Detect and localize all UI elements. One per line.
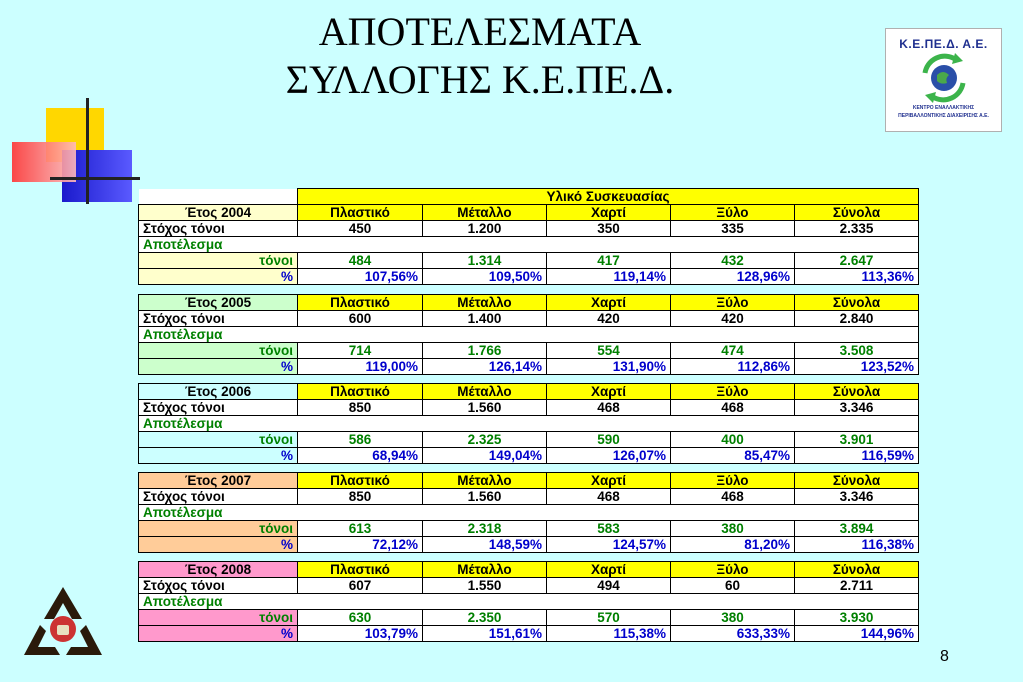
tons-cell: 3.894 [795, 521, 919, 537]
tons-cell: 2.350 [423, 610, 547, 626]
tons-label: τόνοι [139, 521, 298, 537]
tons-cell: 583 [547, 521, 671, 537]
target-cell: 468 [671, 400, 795, 416]
year-label: Έτος 2008 [139, 562, 298, 578]
percent-cell: 72,12% [298, 537, 423, 553]
results-table-2007 [138, 472, 919, 553]
tons-cell: 2.325 [423, 432, 547, 448]
results-table-2004 [138, 188, 919, 285]
percent-cell: 148,59% [423, 537, 547, 553]
target-label: Στόχος τόνοι [139, 489, 298, 505]
result-label: Αποτέλεσμα [139, 505, 298, 521]
target-cell: 494 [547, 578, 671, 594]
percent-cell: 115,38% [547, 626, 671, 642]
target-cell: 607 [298, 578, 423, 594]
target-cell: 2.711 [795, 578, 919, 594]
result-label: Αποτέλεσμα [139, 327, 298, 343]
target-cell: 3.346 [795, 489, 919, 505]
percent-cell: 113,36% [795, 269, 919, 285]
percent-cell: 68,94% [298, 448, 423, 464]
column-header: Μέταλλο [423, 295, 547, 311]
tons-label: τόνοι [139, 343, 298, 359]
percent-cell: 124,57% [547, 537, 671, 553]
results-table-2008 [138, 561, 919, 642]
percent-cell: 126,07% [547, 448, 671, 464]
percent-cell: 116,38% [795, 537, 919, 553]
target-cell: 450 [298, 221, 423, 237]
column-header: Σύνολα [795, 295, 919, 311]
target-cell: 335 [671, 221, 795, 237]
title-line-2: ΣΥΛΛΟΓΗΣ Κ.Ε.ΠΕ.Δ. [285, 57, 675, 102]
percent-label: % [139, 448, 298, 464]
year-label: Έτος 2004 [139, 205, 298, 221]
title-line-1: ΑΠΟΤΕΛΕΣΜΑΤΑ [318, 9, 642, 54]
column-header: Σύνολα [795, 473, 919, 489]
percent-cell: 126,14% [423, 359, 547, 375]
target-cell: 1.400 [423, 311, 547, 327]
results-table-2006 [138, 383, 919, 464]
tons-cell: 484 [298, 253, 423, 269]
target-cell: 600 [298, 311, 423, 327]
recycle-icon [22, 585, 104, 663]
percent-cell: 85,47% [671, 448, 795, 464]
target-label: Στόχος τόνοι [139, 221, 298, 237]
target-cell: 60 [671, 578, 795, 594]
percent-cell: 123,52% [795, 359, 919, 375]
column-header: Ξύλο [671, 384, 795, 400]
logo-subtitle-2: ΠΕΡΙΒΑΛΛΟΝΤΙΚΗΣ ΔΙΑΧΕΙΡΙΣΗΣ Α.Ε. [898, 113, 989, 119]
tons-cell: 3.930 [795, 610, 919, 626]
recycle-globe-icon [915, 53, 973, 103]
year-label: Έτος 2007 [139, 473, 298, 489]
tons-label: τόνοι [139, 610, 298, 626]
column-header: Πλαστικό [298, 384, 423, 400]
tons-cell: 1.766 [423, 343, 547, 359]
percent-label: % [139, 626, 298, 642]
keped-logo [885, 28, 1002, 132]
target-cell: 850 [298, 400, 423, 416]
column-header: Πλαστικό [298, 562, 423, 578]
percent-cell: 149,04% [423, 448, 547, 464]
column-header: Χαρτί [547, 562, 671, 578]
target-label: Στόχος τόνοι [139, 311, 298, 327]
tons-cell: 586 [298, 432, 423, 448]
target-label: Στόχος τόνοι [139, 400, 298, 416]
percent-cell: 112,86% [671, 359, 795, 375]
target-cell: 468 [671, 489, 795, 505]
percent-cell: 144,96% [795, 626, 919, 642]
column-header: Πλαστικό [298, 205, 423, 221]
percent-cell: 131,90% [547, 359, 671, 375]
target-cell: 1.200 [423, 221, 547, 237]
target-cell: 850 [298, 489, 423, 505]
target-cell: 2.335 [795, 221, 919, 237]
tons-cell: 3.901 [795, 432, 919, 448]
target-cell: 350 [547, 221, 671, 237]
column-header: Μέταλλο [423, 473, 547, 489]
target-cell: 1.560 [423, 400, 547, 416]
target-cell: 1.550 [423, 578, 547, 594]
tons-label: τόνοι [139, 432, 298, 448]
percent-cell: 119,14% [547, 269, 671, 285]
tons-cell: 570 [547, 610, 671, 626]
column-header: Μέταλλο [423, 205, 547, 221]
target-cell: 1.560 [423, 489, 547, 505]
tons-cell: 590 [547, 432, 671, 448]
column-header: Χαρτί [547, 205, 671, 221]
result-label: Αποτέλεσμα [139, 594, 298, 610]
column-header: Μέταλλο [423, 562, 547, 578]
percent-cell: 81,20% [671, 537, 795, 553]
column-header: Πλαστικό [298, 473, 423, 489]
percent-cell: 109,50% [423, 269, 547, 285]
year-label: Έτος 2006 [139, 384, 298, 400]
tons-label: τόνοι [139, 253, 298, 269]
percent-cell: 633,33% [671, 626, 795, 642]
column-header: Σύνολα [795, 205, 919, 221]
target-label: Στόχος τόνοι [139, 578, 298, 594]
column-header: Σύνολα [795, 384, 919, 400]
percent-label: % [139, 359, 298, 375]
material-header: Υλικό Συσκευασίας [298, 189, 919, 205]
column-header: Ξύλο [671, 473, 795, 489]
percent-cell: 128,96% [671, 269, 795, 285]
target-cell: 3.346 [795, 400, 919, 416]
column-header: Ξύλο [671, 205, 795, 221]
column-header: Χαρτί [547, 384, 671, 400]
tons-cell: 714 [298, 343, 423, 359]
tons-cell: 380 [671, 521, 795, 537]
column-header: Σύνολα [795, 562, 919, 578]
target-cell: 420 [547, 311, 671, 327]
column-header: Πλαστικό [298, 295, 423, 311]
result-label: Αποτέλεσμα [139, 416, 298, 432]
tons-cell: 613 [298, 521, 423, 537]
tons-cell: 554 [547, 343, 671, 359]
percent-cell: 107,56% [298, 269, 423, 285]
target-cell: 420 [671, 311, 795, 327]
tons-cell: 1.314 [423, 253, 547, 269]
column-header: Μέταλλο [423, 384, 547, 400]
tons-cell: 432 [671, 253, 795, 269]
percent-label: % [139, 537, 298, 553]
tons-cell: 380 [671, 610, 795, 626]
logo-subtitle-1: ΚΕΝΤΡΟ ΕΝΑΛΛΑΚΤΙΚΗΣ [912, 105, 975, 111]
tons-cell: 400 [671, 432, 795, 448]
tons-cell: 2.318 [423, 521, 547, 537]
target-cell: 468 [547, 489, 671, 505]
percent-cell: 103,79% [298, 626, 423, 642]
column-header: Χαρτί [547, 295, 671, 311]
column-header: Ξύλο [671, 562, 795, 578]
page-title [240, 8, 720, 104]
tons-cell: 2.647 [795, 253, 919, 269]
column-header: Ξύλο [671, 295, 795, 311]
target-cell: 2.840 [795, 311, 919, 327]
tons-cell: 474 [671, 343, 795, 359]
tons-cell: 3.508 [795, 343, 919, 359]
decorative-squares [10, 95, 140, 215]
result-label: Αποτέλεσμα [139, 237, 298, 253]
page-number: 8 [940, 648, 949, 665]
tons-cell: 417 [547, 253, 671, 269]
results-table-2005 [138, 294, 919, 375]
year-label: Έτος 2005 [139, 295, 298, 311]
column-header: Χαρτί [547, 473, 671, 489]
percent-cell: 119,00% [298, 359, 423, 375]
target-cell: 468 [547, 400, 671, 416]
tons-cell: 630 [298, 610, 423, 626]
percent-cell: 116,59% [795, 448, 919, 464]
logo-name: Κ.Ε.ΠΕ.Δ. Α.Ε. [899, 37, 988, 51]
percent-cell: 151,61% [423, 626, 547, 642]
percent-label: % [139, 269, 298, 285]
